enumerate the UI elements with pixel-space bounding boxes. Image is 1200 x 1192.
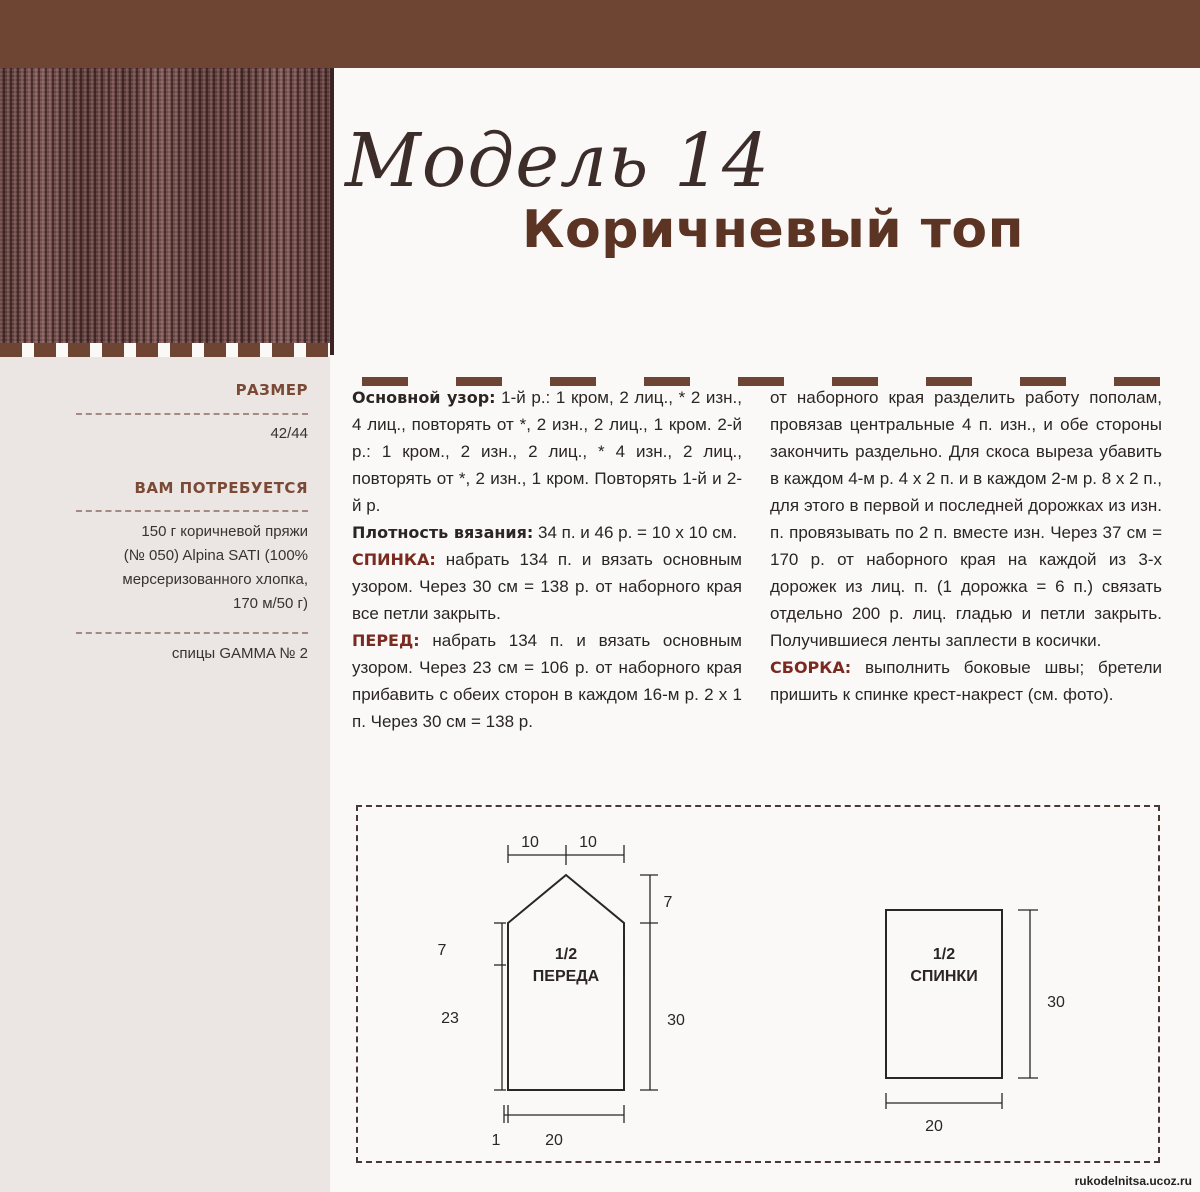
knit-texture-photo xyxy=(0,68,330,355)
top-color-band xyxy=(0,0,1200,68)
model-number: Модель 14 xyxy=(345,118,771,204)
dim-front-top-left: 10 xyxy=(521,834,539,851)
needles-info: спицы GAMMA № 2 xyxy=(171,645,308,662)
sidebar-divider xyxy=(76,632,308,634)
photo-bottom-stripe xyxy=(0,343,330,357)
yarn-info xyxy=(122,520,308,616)
dim-front-bottom: 20 xyxy=(545,1132,563,1149)
instructions-column-2 xyxy=(770,384,1162,708)
dim-front-left: 23 xyxy=(441,1010,459,1027)
density-text: 34 п. и 46 р. = 10 х 10 см. xyxy=(533,523,738,542)
photo-edge xyxy=(330,68,334,355)
instructions-column-1 xyxy=(352,384,742,735)
front-label-name: ПЕРЕДА xyxy=(532,968,600,985)
yarn-line: 150 г коричневой пряжи xyxy=(141,523,308,540)
dim-back-bottom: 20 xyxy=(925,1118,943,1135)
materials-heading: ВАМ ПОТРЕБУЕТСЯ xyxy=(134,479,308,497)
front-label-fraction: 1/2 xyxy=(554,946,578,963)
page-title: Коричневый топ xyxy=(522,200,1025,260)
pattern-text: 1-й р.: 1 кром, 2 лиц., * 2 изн., 4 лиц., повторять от *, 2 изн., 2 лиц., 1 кром. 2-й р.: 1 кром., 2 изн., 2 лиц., * 4 изн., 2 лиц., повторять от *, 2 изн., 1 кром. Повторять 1-й и 2-й р. xyxy=(352,388,743,515)
size-heading: РАЗМЕР xyxy=(235,381,308,399)
front-continued: от наборного края разделить работу пополам, провязав центральные 4 п. изн., и обе стороны закончить раздельно. Для скоса выреза убавить в каждом 4-м р. 4 х 2 п. и в каждом 2-м р. 8 х 2 п., для этого в первой и последней дорожках из изн. п. провязывать по 2 п. вместе изн. Через 37 см = 170 р. от наборного края на каждой из 3-х дорожек из лиц. п. (1 дорожка = 6 п.) связать отдельно 200 р. лиц. гладью и петли закрыть. Получившиеся ленты заплести в косички. xyxy=(770,388,1162,650)
pattern-label: Основной узор: xyxy=(352,388,496,407)
yarn-line: (№ 050) Alpina SATI (100% xyxy=(123,547,308,564)
dim-front-right: 30 xyxy=(667,1012,685,1029)
dim-front-right-top: 7 xyxy=(663,894,673,911)
back-label-fraction: 1/2 xyxy=(932,946,956,963)
dim-front-bottom-small: 1 xyxy=(491,1132,501,1149)
sidebar-divider xyxy=(76,413,308,415)
back-label: СПИНКА: xyxy=(352,550,436,569)
density-paragraph xyxy=(352,519,742,546)
front-label: ПЕРЕД: xyxy=(352,631,420,650)
front-paragraph xyxy=(352,627,742,735)
size-value: 42/44 xyxy=(270,425,308,442)
dim-front-left-top: 7 xyxy=(437,942,447,959)
yarn-line: мерсеризованного хлопка, xyxy=(122,571,308,588)
back-text: набрать 134 п. и вязать основным узором. Через 30 см = 138 р. от наборного края все петли закрыть. xyxy=(352,550,742,623)
sidebar-divider xyxy=(76,510,308,512)
back-piece-outline xyxy=(886,910,1002,1078)
back-paragraph xyxy=(352,546,742,627)
density-label: Плотность вязания: xyxy=(352,523,534,542)
front-text: набрать 134 п. и вязать основным узором. Через 23 см = 106 р. от наборного края прибавить с обеих сторон в каждом 16-м р. 2 х 1 п. Через 30 см = 138 р. xyxy=(352,631,742,731)
assembly-label: СБОРКА: xyxy=(770,658,852,677)
pattern-diagram xyxy=(356,805,1160,1165)
dim-front-top-right: 10 xyxy=(579,834,597,851)
yarn-line: 170 м/50 г) xyxy=(233,595,308,612)
back-label-name: СПИНКИ xyxy=(910,968,978,985)
watermark: rukodelnitsa.ucoz.ru xyxy=(1074,1174,1192,1188)
dim-back-right: 30 xyxy=(1047,994,1065,1011)
pattern-paragraph xyxy=(352,384,742,519)
assembly-text: выполнить боковые швы; бретели пришить к спинке крест-накрест (см. фото). xyxy=(770,658,1162,704)
assembly-paragraph xyxy=(770,654,1162,708)
